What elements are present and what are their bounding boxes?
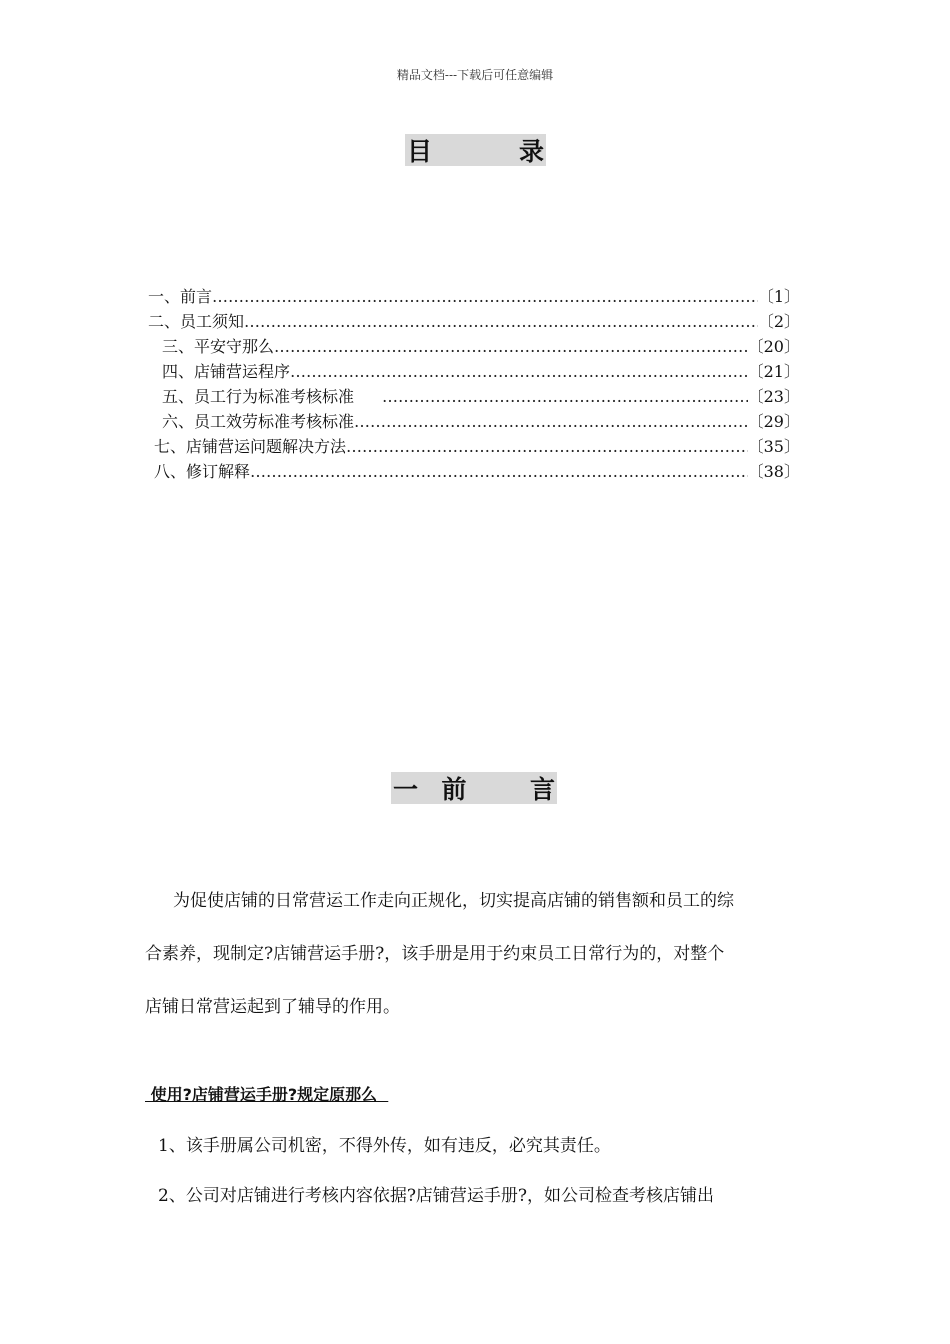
toc-label: 五、员工行为标准考核标准 xyxy=(162,387,371,406)
toc-row[interactable] xyxy=(148,284,800,309)
toc-title xyxy=(405,134,546,166)
toc-page: 〔2〕 xyxy=(757,312,800,331)
toc-title-left: 目 xyxy=(407,137,433,166)
toc-page: 〔21〕 xyxy=(747,362,800,381)
toc-page: 〔29〕 xyxy=(747,412,800,431)
rule-item: 2、公司对店铺进行考核内容依据?店铺营运手册?，如公司检查考核店铺出 xyxy=(158,1186,715,1206)
intro-line: 店铺日常营运起到了辅导的作用。 xyxy=(145,997,400,1017)
toc-page: 〔1〕 xyxy=(757,287,800,306)
toc-label: 一、前言 xyxy=(148,287,213,306)
toc-row[interactable] xyxy=(148,359,800,384)
toc-page: 〔38〕 xyxy=(747,462,800,481)
toc-leader xyxy=(370,384,748,409)
preface-title xyxy=(391,772,557,804)
toc-label: 四、店铺营运程序 xyxy=(162,362,291,381)
toc-leader xyxy=(290,359,748,384)
preface-title-word2: 言 xyxy=(529,775,555,804)
toc-row[interactable] xyxy=(148,459,800,484)
intro-paragraph xyxy=(145,875,810,1034)
toc-page: 〔20〕 xyxy=(747,337,800,356)
toc-leader xyxy=(250,459,748,484)
toc-label: 八、修订解释 xyxy=(154,462,251,481)
toc-label: 三、平安守那么 xyxy=(162,337,275,356)
toc-row[interactable] xyxy=(148,334,800,359)
toc-label: 六、员工效劳标准考核标准 xyxy=(162,412,355,431)
table-of-contents xyxy=(148,284,800,484)
toc-row[interactable] xyxy=(148,434,800,459)
toc-leader xyxy=(346,434,748,459)
rules-heading: 使用?店铺营运手册?规定原那么 xyxy=(145,1085,389,1104)
toc-leader xyxy=(354,409,748,434)
toc-row[interactable] xyxy=(148,309,800,334)
toc-row[interactable] xyxy=(148,384,800,409)
toc-label: 七、店铺营运问题解决方法 xyxy=(154,437,347,456)
toc-leader xyxy=(212,284,758,309)
intro-line: 为促使店铺的日常营运工作走向正规化，切实提高店铺的销售额和员工的综 xyxy=(173,891,734,911)
preface-title-num: 一 xyxy=(393,775,419,804)
intro-line: 合素养，现制定?店铺营运手册?，该手册是用于约束员工日常行为的，对整个 xyxy=(145,944,725,964)
toc-page: 〔35〕 xyxy=(747,437,800,456)
preface-title-word1: 前 xyxy=(441,775,467,804)
toc-label: 二、员工须知 xyxy=(148,312,245,331)
toc-page: 〔23〕 xyxy=(747,387,800,406)
page-header: 精品文档---下载后可任意编辑 xyxy=(396,68,554,82)
toc-row[interactable] xyxy=(148,409,800,434)
toc-leader xyxy=(244,309,758,334)
toc-title-right: 录 xyxy=(518,137,544,166)
rule-item: 1、该手册属公司机密，不得外传，如有违反，必究其责任。 xyxy=(158,1136,611,1156)
toc-leader xyxy=(274,334,748,359)
